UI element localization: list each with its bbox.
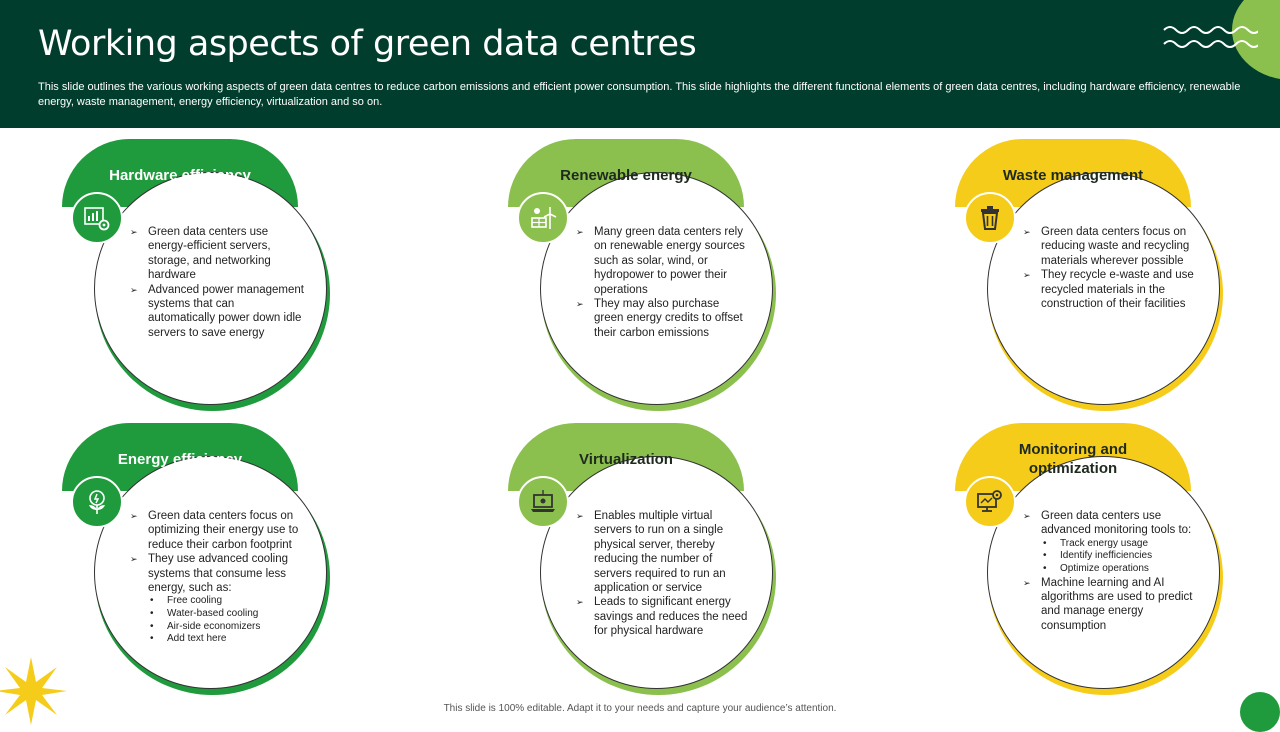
card-title: Renewable energy <box>560 166 692 184</box>
slide-title: Working aspects of green data centres <box>38 24 697 64</box>
sub-bullet-item: • Identify inefficiencies <box>1041 550 1197 563</box>
card-virtualization <box>508 423 808 723</box>
sub-bullet-item: • Add text here <box>148 633 304 646</box>
laptop-cloud-icon <box>517 476 569 528</box>
bullet-list <box>574 509 750 639</box>
bullet-item: ➢ Many green data centers rely on renewable energy sources such as solar, wind, or hydropower to power their operations <box>574 225 750 297</box>
bullet-list <box>574 225 750 340</box>
bullet-item: ➢ Green data centers focus on reducing waste and recycling materials wherever possible <box>1021 225 1197 268</box>
card-title: Virtualization <box>579 450 673 468</box>
bullet-item: ➢ Green data centers use energy-efficient servers, storage, and networking hardware <box>128 225 304 283</box>
recycle-bin-icon <box>964 192 1016 244</box>
card-notch <box>617 487 637 497</box>
bullet-item <box>128 509 304 552</box>
card-waste-management <box>955 139 1255 439</box>
card-title: Monitoring and optimization <box>1018 441 1128 477</box>
bullet-item <box>1021 509 1197 576</box>
sub-bullet-list <box>148 595 304 645</box>
sub-bullet-item: • Track energy usage <box>1041 538 1197 551</box>
card-hardware-efficiency <box>62 139 362 439</box>
card-notch <box>1064 487 1084 497</box>
bullet-text: They use advanced cooling systems that consume less energy, such as: <box>148 553 289 595</box>
bullet-list <box>1021 225 1197 311</box>
card-notch <box>171 487 191 497</box>
sub-bullet-item: • Air-side economizers <box>148 621 304 634</box>
sub-bullet-item: • Free cooling <box>148 595 304 608</box>
wave-decoration-icon <box>1162 22 1258 54</box>
sub-bullet-item: • Optimize operations <box>1041 563 1197 576</box>
bullet-list <box>128 509 304 646</box>
card-notch <box>1064 203 1084 213</box>
sub-bullet-list <box>1041 538 1197 576</box>
bullet-item: ➢ Leads to significant energy savings and reduces the need for physical hardware <box>574 595 750 638</box>
bullet-text: Green data centers focus on optimizing their energy use to reduce their carbon footprint <box>148 510 299 551</box>
card-notch <box>171 203 191 213</box>
bullet-item: ➢ They recycle e-waste and use recycled materials in the construction of their facilities <box>1021 268 1197 311</box>
card-title: Hardware efficiency <box>109 166 251 184</box>
sunburst-decoration-icon <box>0 655 67 727</box>
card-title: Waste management <box>1002 166 1144 184</box>
card-renewable-energy <box>508 139 808 439</box>
bullet-item: ➢ Enables multiple virtual servers to run on a single physical server, thereby reducing the number of servers required to run an application or service <box>574 509 750 595</box>
card-notch <box>617 203 637 213</box>
bullet-list <box>1021 509 1197 633</box>
slide-description: This slide outlines the various working aspects of green data centres to reduce carbon emissions and efficient power consumption. This slide highlights the different functional elements of green data centres, including hardware efficiency, renewable energy, waste management, energy efficiency, virtualization and so on. <box>38 81 1241 108</box>
solar-wind-icon <box>517 192 569 244</box>
bullet-text: Green data centers use advanced monitoring tools to: <box>1041 510 1192 537</box>
bullet-item <box>128 552 304 646</box>
footer-note: This slide is 100% editable. Adapt it to your needs and capture your audience’s attention. <box>443 703 837 714</box>
card-title: Energy efficiency <box>117 450 243 468</box>
bullet-list <box>128 225 304 340</box>
header-banner <box>0 0 1280 128</box>
sub-bullet-item: • Water-based cooling <box>148 608 304 621</box>
server-gear-icon <box>71 192 123 244</box>
bullet-text: Machine learning and AI algorithms are used to predict and manage energy consumption <box>1041 576 1193 632</box>
card-energy-efficiency <box>62 423 362 723</box>
bullet-item <box>1021 576 1197 634</box>
leaf-bulb-icon <box>71 476 123 528</box>
bullet-item: ➢ Advanced power management systems that can automatically power down idle servers to save energy <box>128 283 304 341</box>
monitor-gear-icon <box>964 476 1016 528</box>
bullet-item: ➢ They may also purchase green energy credits to offset their carbon emissions <box>574 297 750 340</box>
card-monitoring-optimization <box>955 423 1255 723</box>
